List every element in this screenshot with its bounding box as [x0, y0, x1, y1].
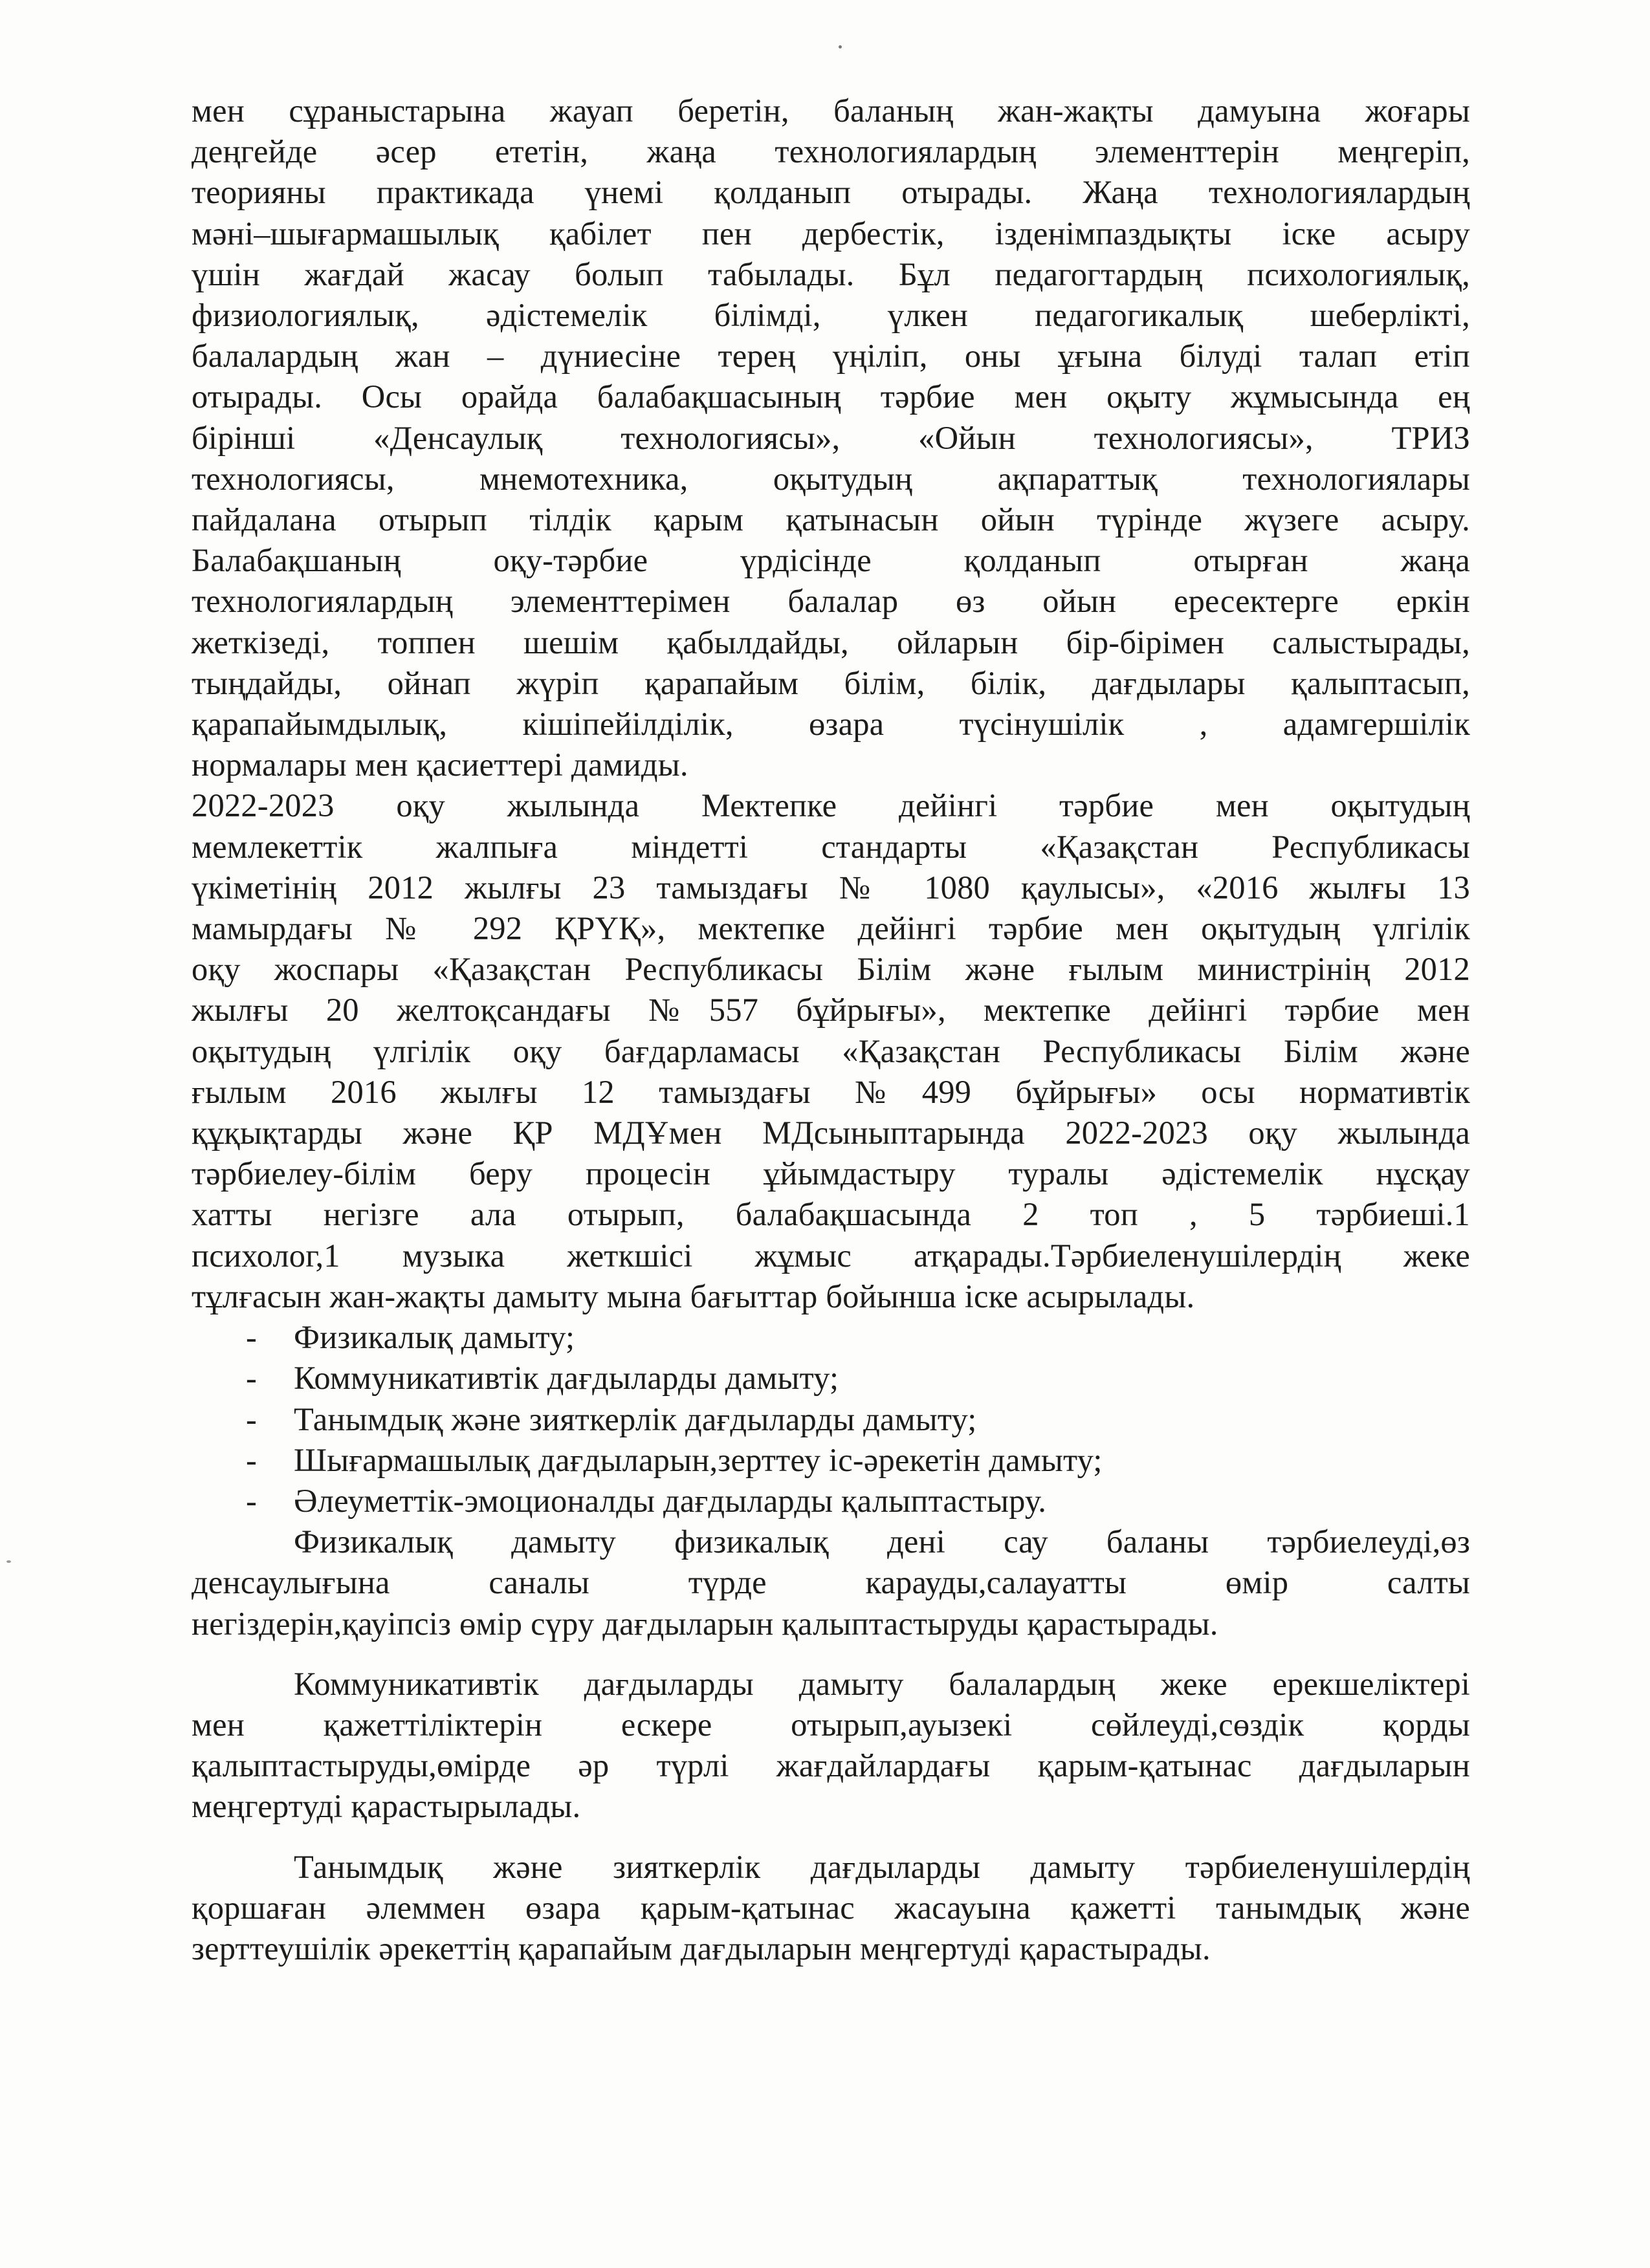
- text-line: технологиясы, мнемотехника, оқытудың ақпараттық технологиялары: [192, 460, 1470, 497]
- text-line: хатты негізге ала отырып, балабақшасында 2 топ , 5 тәрбиеші.1: [192, 1196, 1470, 1233]
- text-line: балалардың жан – дүниесіне терең үңіліп, оны ұғына білуді талап етіп: [192, 338, 1470, 375]
- development-areas-list: [192, 1317, 1470, 1521]
- text-line: мамырдағы № 292 ҚРҮҚ», мектепке дейінгі тәрбие мен оқытудың үлгілік: [192, 910, 1470, 947]
- text-line: Коммуникативтік дағдыларды дамыту балалардың жеке ерекшеліктері: [294, 1665, 1470, 1702]
- list-item: [192, 1399, 1470, 1440]
- text-line: денсаулығына саналы түрде карауды,салауатты өмір салты: [192, 1564, 1470, 1601]
- list-item: [192, 1481, 1470, 1521]
- text-line: мәні–шығармашылық қабілет пен дербестік, ізденімпаздықты іске асыру: [192, 215, 1470, 252]
- list-item: [192, 1440, 1470, 1481]
- text-line: қалыптастыруды,өмірде әр түрлі жағдайлардағы қарым-қатынас дағдыларын: [192, 1747, 1470, 1784]
- list-dash: -: [246, 1319, 258, 1356]
- text-line: үкіметінің 2012 жылғы 23 тамыздағы № 1080 қаулысы», «2016 жылғы 13: [192, 869, 1470, 906]
- paragraph-gap: [192, 1827, 1470, 1847]
- text-line: отырады. Осы орайда балабақшасының тәрбие мен оқыту жұмысында ең: [192, 378, 1470, 415]
- text-line: 2022-2023 оқу жылында Мектепке дейінгі тәрбие мен оқытудың: [192, 787, 1470, 824]
- list-item-text: Физикалық дамыту;: [294, 1319, 575, 1356]
- text-line: теорияны практикада үнемі қолданып отырады. Жаңа технологиялардың: [192, 174, 1470, 211]
- text-line: мемлекеттік жалпыға міндетті стандарты «Қазақстан Республикасы: [192, 828, 1470, 865]
- text-line: Балабақшаның оқу-тәрбие үрдісінде қолданып отырған жаңа: [192, 542, 1470, 579]
- text-line: ғылым 2016 жылғы 12 тамыздағы №499 бұйрығы» осы нормативтік: [192, 1073, 1470, 1110]
- text-line: деңгейде әсер ететін, жаңа технологиялардың элементтерін меңгеріп,: [192, 133, 1470, 170]
- text-line: меңгертуді қарастырылады.: [192, 1788, 581, 1825]
- text-line: зерттеушілік әрекеттің қарапайым дағдыларын меңгертуді қарастырады.: [192, 1930, 1211, 1967]
- text-line: Танымдық және зияткерлік дағдыларды дамыту тәрбиеленушілердің: [294, 1848, 1470, 1885]
- text-line: үшін жағдай жасау болып табылады. Бұл педагогтардың психологиялық,: [192, 256, 1470, 292]
- text-line: пайдалана отырып тілдік қарым қатынасын ойын түрінде жүзеге асыру.: [192, 501, 1470, 538]
- scan-speck: [839, 45, 842, 49]
- text-line: психолог,1 музыка жеткшісі жұмыс атқарады.Тәрбиеленушілердің жеке: [192, 1237, 1470, 1274]
- text-line: Физикалық дамыту физикалық дені сау баланы тәрбиелеуді,өз: [294, 1523, 1470, 1560]
- text-line: тәрбиелеу-білім беру процесін ұйымдастыру туралы әдістемелік нұсқау: [192, 1155, 1470, 1192]
- text-line: оқытудың үлгілік оқу бағдарламасы «Қазақстан Республикасы Білім және: [192, 1032, 1470, 1069]
- text-line: мен қажеттіліктерін ескере отырып,ауызекі сөйлеуді,сөздік қорды: [192, 1706, 1470, 1743]
- text-line: жылғы 20 желтоқсандағы №557 бұйрығы», мектепке дейінгі тәрбие мен: [192, 992, 1470, 1029]
- document-body: [192, 91, 1470, 1969]
- text-line: технологиялардың элементтерімен балалар өз ойын ересектерге еркін: [192, 583, 1470, 620]
- list-item-text: Танымдық және зияткерлік дағдыларды дамыту;: [294, 1401, 977, 1437]
- text-line: негіздерін,қауіпсіз өмір сүру дағдыларын қалыптастыруды қарастырады.: [192, 1605, 1218, 1642]
- text-line: мен сұраныстарына жауап беретін, баланың жан-жақты дамуына жоғары: [192, 93, 1470, 129]
- text-line: құқықтарды және ҚР МДҰмен МДсыныптарында 2022-2023 оқу жылында: [192, 1115, 1470, 1151]
- communicative-paragraph: [192, 1664, 1470, 1827]
- list-item: [192, 1317, 1470, 1358]
- scan-speck: [6, 1560, 11, 1563]
- list-dash: -: [246, 1441, 258, 1478]
- text-line: оқу жоспары «Қазақстан Республикасы Білім және ғылым министрінің 2012: [192, 951, 1470, 988]
- list-item: [192, 1358, 1470, 1399]
- text-line: физиологиялық, әдістемелік білімді, үлкен педагогикалық шеберлікті,: [192, 297, 1470, 334]
- text-line: қарапайымдылық, кішіпейілділік, өзара түсінушілік , адамгершілік: [192, 706, 1470, 743]
- text-line: нормалары мен қасиеттері дамиды.: [192, 747, 688, 783]
- text-line: тұлғасын жан-жақты дамыту мына бағыттар бойынша іске асырылады.: [192, 1278, 1195, 1314]
- list-dash: -: [246, 1482, 258, 1519]
- list-item-text: Әлеуметтік-эмоционалды дағдыларды қалыптастыру.: [294, 1482, 1047, 1519]
- text-line: қоршаған әлеммен өзара қарым-қатынас жасауына қажетті танымдық және: [192, 1889, 1470, 1926]
- cognitive-paragraph: [192, 1847, 1470, 1970]
- standards-paragraph: [192, 785, 1470, 1317]
- text-line: жеткізеді, топпен шешім қабылдайды, ойларын бір-бірімен салыстырады,: [192, 624, 1470, 660]
- text-line: тыңдайды, ойнап жүріп қарапайым білім, білік, дағдылары қалыптасып,: [192, 664, 1470, 701]
- intro-paragraph: [192, 91, 1470, 785]
- text-line: бірінші «Денсаулық технологиясы», «Ойын технологиясы», ТРИЗ: [192, 419, 1470, 456]
- list-dash: -: [246, 1360, 258, 1397]
- list-dash: -: [246, 1401, 258, 1437]
- physical-development-paragraph: [192, 1521, 1470, 1644]
- list-item-text: Шығармашылық дағдыларын,зерттеу іс-әрекетін дамыту;: [294, 1441, 1103, 1478]
- paragraph-gap: [192, 1644, 1470, 1664]
- list-item-text: Коммуникативтік дағдыларды дамыту;: [294, 1360, 839, 1397]
